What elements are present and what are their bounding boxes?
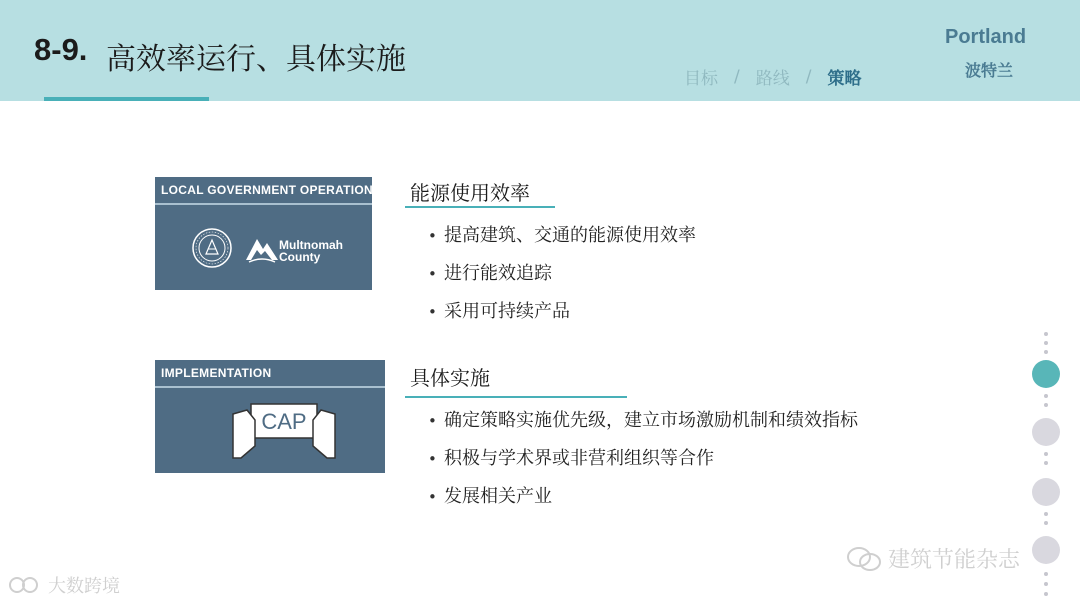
- title-accent-rule: [44, 97, 209, 101]
- slide-number: 8-9.: [34, 32, 88, 67]
- crumb-route[interactable]: 路线: [755, 69, 790, 89]
- wechat-icon: [846, 545, 882, 573]
- brand-name-en: Portland: [945, 26, 1027, 48]
- crumb-separator: /: [805, 66, 812, 87]
- brand-name-cn: 波特兰: [965, 61, 1014, 80]
- progress-dot: [1044, 512, 1048, 516]
- page-title: 高效率运行、具体实施: [106, 42, 406, 77]
- implementation-bullet-list: [418, 402, 858, 516]
- crumb-separator: /: [734, 66, 740, 87]
- progress-dot: [1044, 521, 1048, 525]
- section-rule: [405, 396, 627, 398]
- crumb-strategy[interactable]: 策略: [827, 69, 862, 89]
- progress-dot: [1044, 341, 1048, 345]
- section-title-efficiency: 能源使用效率: [410, 181, 530, 205]
- cap-banner-hands-icon: [229, 400, 339, 462]
- breadcrumb: [684, 64, 861, 89]
- card-divider: [155, 386, 385, 388]
- multnomah-county-label: Multnomah County: [279, 238, 343, 264]
- list-item: • 确定策略实施优先级，建立市场激励机制和绩效指标: [418, 402, 858, 440]
- crumb-goal[interactable]: 目标: [684, 69, 718, 89]
- implementation-card: [155, 360, 385, 473]
- card-title: IMPLEMENTATION: [161, 366, 272, 380]
- card-title: LOCAL GOVERNMENT OPERATIONS: [161, 183, 382, 197]
- section-title-implementation: 具体实施: [410, 366, 490, 390]
- progress-step[interactable]: [1032, 536, 1060, 564]
- efficiency-bullet-list: [418, 217, 696, 331]
- progress-step[interactable]: [1032, 478, 1060, 506]
- slide-progress-nav: [1030, 332, 1062, 607]
- progress-step-active[interactable]: [1032, 360, 1060, 388]
- progress-dot: [1044, 582, 1048, 586]
- progress-dot: [1044, 452, 1048, 456]
- progress-step[interactable]: [1032, 418, 1060, 446]
- progress-dot: [1044, 394, 1048, 398]
- progress-dot: [1044, 592, 1048, 596]
- watermark-left: 大数跨境: [8, 572, 120, 598]
- card-divider: [155, 203, 372, 205]
- progress-dot: [1044, 350, 1048, 354]
- cap-banner-text: CAP: [261, 409, 307, 434]
- list-item: • 积极与学术界或非营利组织等合作: [418, 440, 858, 478]
- multnomah-logo-icon: [245, 235, 279, 263]
- watermark-logo-icon: [8, 574, 42, 596]
- progress-dot: [1044, 461, 1048, 465]
- header-bar: [0, 0, 1080, 101]
- list-item: • 进行能效追踪: [418, 255, 696, 293]
- list-item: • 发展相关产业: [418, 478, 858, 516]
- local-government-card: [155, 177, 382, 290]
- watermark-right: 建筑节能杂志: [846, 543, 1020, 574]
- section-rule: [405, 206, 555, 208]
- progress-dot: [1044, 572, 1048, 576]
- progress-dot: [1044, 403, 1048, 407]
- list-item: • 提高建筑、交通的能源使用效率: [418, 217, 696, 255]
- progress-dot: [1044, 332, 1048, 336]
- list-item: • 采用可持续产品: [418, 293, 696, 331]
- city-seal-icon: [191, 227, 233, 269]
